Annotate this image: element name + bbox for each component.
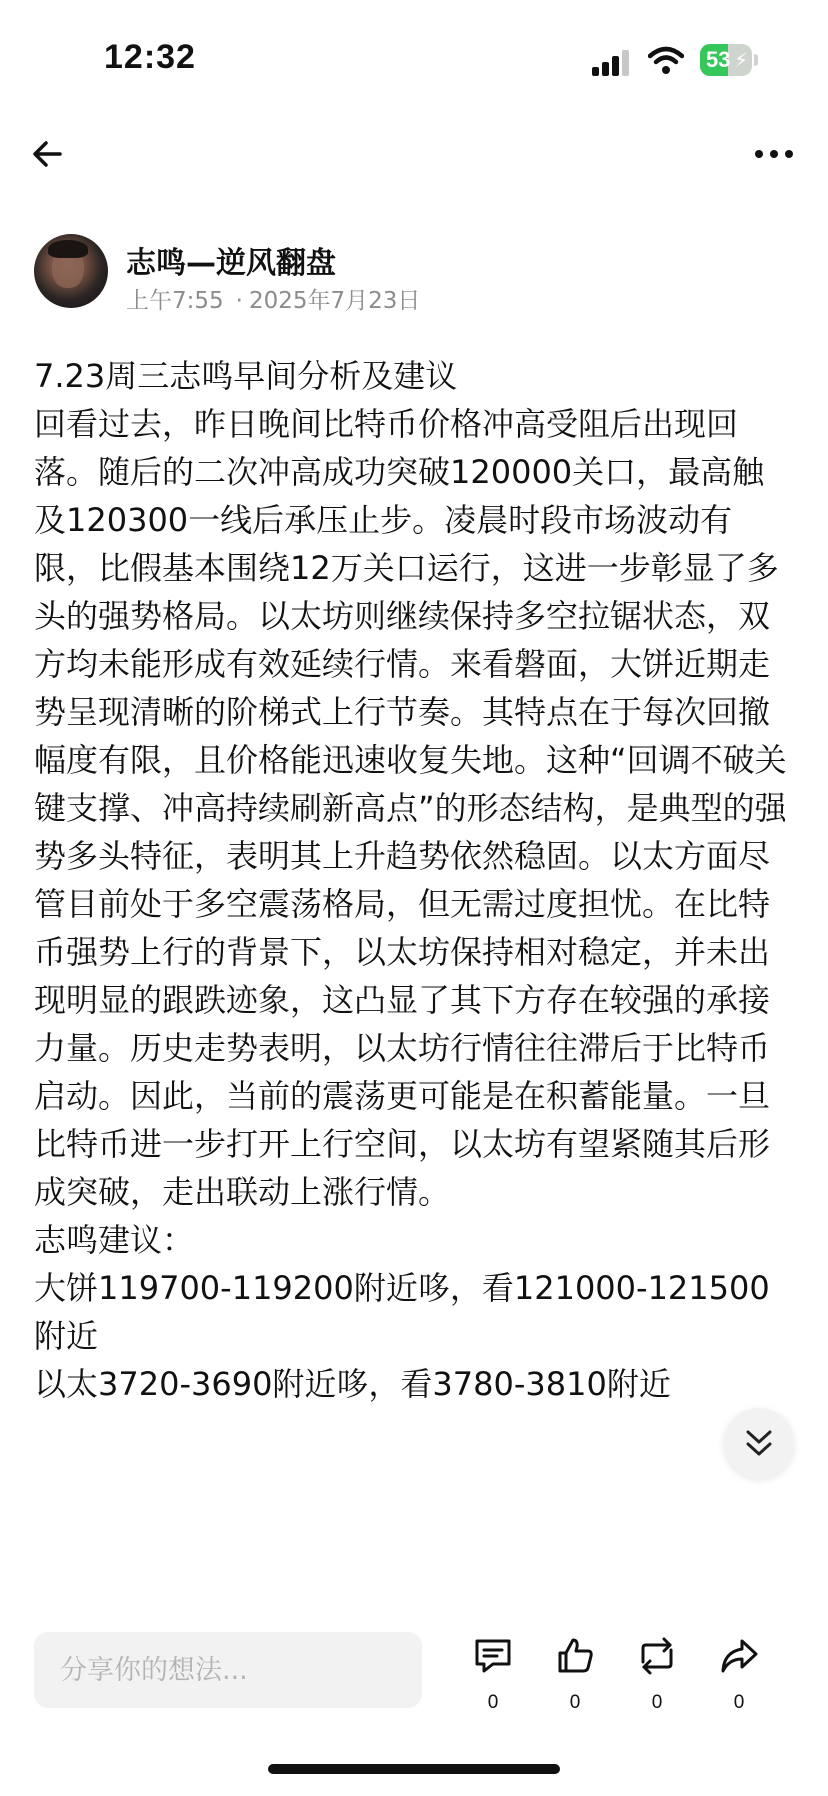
home-indicator [268, 1764, 560, 1774]
author-name[interactable]: 志鸣—逆风翻盘 [126, 246, 336, 281]
meta-separator: · [235, 288, 243, 314]
post-meta [126, 282, 420, 315]
status-bar [0, 0, 828, 120]
more-horizontal-icon[interactable] [752, 132, 796, 176]
repost-count: 0 [651, 1692, 663, 1713]
post-date: 2025年7月23日 [248, 288, 421, 314]
arrow-left-icon[interactable] [30, 132, 74, 176]
signal-icon [592, 48, 632, 76]
nav-bar [0, 120, 828, 190]
battery-icon [700, 44, 758, 76]
author-header [34, 234, 794, 314]
post-body [34, 352, 794, 1408]
bottom-action-bar [0, 1618, 828, 1738]
like-icon [555, 1636, 595, 1676]
battery-level: 53 [706, 47, 731, 72]
repost-icon [637, 1636, 677, 1676]
advice-label: 志鸣建议： [34, 1221, 195, 1259]
comment-input[interactable] [34, 1632, 422, 1708]
share-icon [719, 1636, 759, 1676]
avatar[interactable] [34, 234, 108, 308]
comment-count: 0 [487, 1692, 499, 1713]
wifi-icon [648, 46, 684, 76]
post-title: 7.23周三志鸣早间分析及建议 [34, 357, 458, 395]
repost-button[interactable] [626, 1636, 688, 1720]
post-time: 上午7:55 [126, 288, 224, 314]
like-count: 0 [569, 1692, 581, 1713]
status-time: 12:32 [104, 38, 196, 76]
share-count: 0 [733, 1692, 745, 1713]
double-chevron-down-icon [743, 1426, 775, 1460]
advice-eth: 以太3720-3690附近哆，看3780-3810附近 [34, 1365, 671, 1403]
charging-bolt-icon: ⚡ [734, 48, 749, 72]
advice-btc: 大饼119700-119200附近哆，看121000-121500附近 [34, 1269, 770, 1355]
post-text: 回看过去，昨日晚间比特币价格冲高受阻后出现回落。随后的二次冲高成功突破120000关口，最高触及120300一线后承压止步。凌晨时段市场波动有限，比假基本围绕12万关口运行，这进一步彰显了多头的强势格局。以太坊则继续保持多空拉锯状态，双方均未能形成有效延续行情。来看磐面，大饼近期走势呈现清晰的阶梯式上行节奏。其特点在于每次回撤幅度有限，且价格能迅速收复失地。这种“回调不破关键支撑、冲高持续刷新高点”的形态结构，是典型的强势多头特征，表明其上升趋势依然稳固。以太方面尽管目前处于多空震荡格局，但无需过度担忧。在比特币强势上行的背景下，以太坊保持相对稳定，并未出现明显的跟跌迹象，这凸显了其下方存在较强的承接力量。历史走势表明，以太坊行情往往滞后于比特币启动。因此，当前的震荡更可能是在积蓄能量。一旦比特币进一步打开上行空间，以太坊有望紧随其后形成突破，走出联动上涨行情。 [34, 405, 787, 1211]
like-button[interactable] [544, 1636, 606, 1720]
comment-button[interactable] [462, 1636, 524, 1720]
share-button[interactable] [708, 1636, 770, 1720]
comment-icon [473, 1636, 513, 1676]
scroll-down-button[interactable] [724, 1408, 794, 1478]
